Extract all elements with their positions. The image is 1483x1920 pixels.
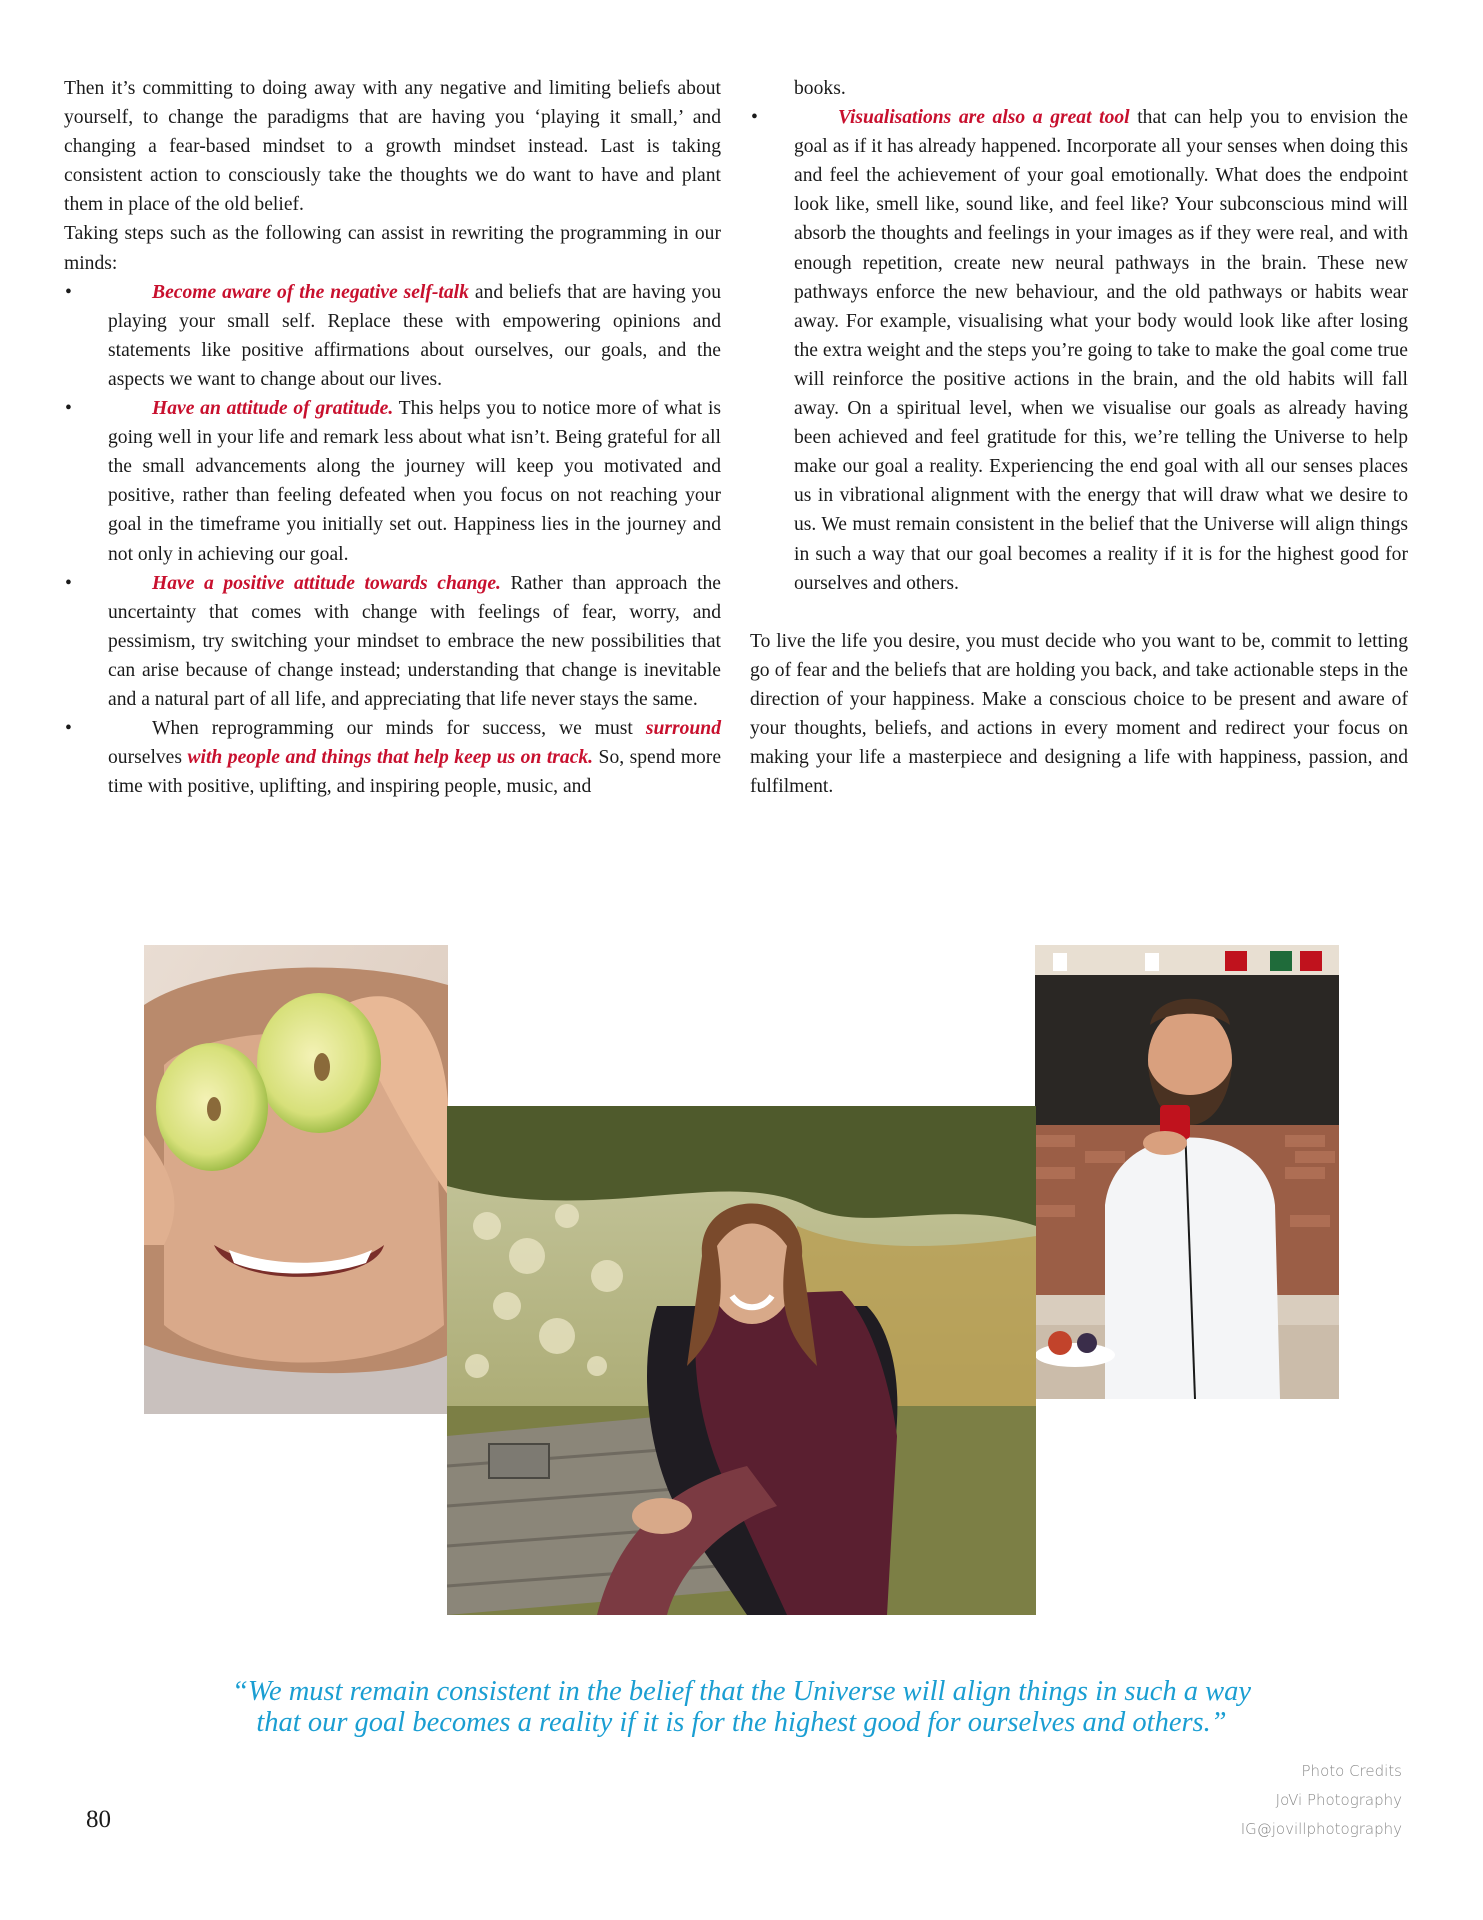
- bullet-highlight: Have an attitude of gratitude.: [152, 398, 394, 420]
- continuation-text: books.: [794, 78, 846, 99]
- bullet-text: When reprogramming our minds for success, we must: [152, 718, 646, 740]
- photo-woman-with-apples: [144, 945, 448, 1414]
- credits-handle: IG@jovillphotography: [1240, 1820, 1402, 1838]
- bullet-text: ourselves: [108, 747, 188, 769]
- bullet-text: This helps you to notice more of what is going well in your life and remark less about what isn’t. Being grateful for all the small advancements along the journey will keep you motivated and positive, rather than feeling defeated when you focus on not reaching your goal in the timeframe you initially set out. Happiness lies in the journey and not only in achieving our goal.: [108, 398, 722, 565]
- left-column: [64, 74, 721, 801]
- pull-quote-line-2: that our goal becomes a reality if it is for the highest good for ourselves and others.”: [256, 1707, 1227, 1738]
- credits-name: JoVi Photography: [1275, 1791, 1402, 1809]
- bullet-highlight: with people and things that help keep us on track.: [187, 747, 594, 769]
- photo-woman-on-bench-image: [447, 1106, 1036, 1615]
- bullet-highlight: Visualisations are also a great tool: [838, 107, 1130, 129]
- paragraph-gap: [750, 598, 1408, 627]
- bullet-highlight: Become aware of the negative self-talk: [152, 281, 469, 303]
- closing-paragraph: To live the life you desire, you must decide who you want to be, commit to letting go of fear and the beliefs that are holding you back, and take actionable steps in the direction of your happiness. Make a conscious choice to be present and aware of your thoughts, beliefs, and actions in every moment and redirect your focus on making your life a masterpiece and designing a life with happiness, passion, and fulfilment.: [750, 630, 1408, 798]
- visualisation-list: [750, 103, 1408, 598]
- bullet-highlight: surround: [645, 718, 721, 740]
- pull-quote: [150, 1676, 1333, 1738]
- intro-paragraph: Then it’s committing to doing away with any negative and limiting beliefs about yourself, to change the paradigms that are having you ‘playing it small,’ and changing a fear-based mindset to a growth mindset instead. Last is taking consistent action to consciously take the thoughts we do want to have and plant them in place of the old belief.: [64, 78, 721, 216]
- steps-list: [64, 278, 721, 802]
- bullet-highlight: Have a positive attitude towards change.: [152, 572, 501, 594]
- list-item: [64, 569, 721, 714]
- bullet-text: and beliefs that are having you playing your small self. Replace these with empowering opinions and statements like positive affirmations about ourselves, our goals, and the aspects we want to change about our lives.: [108, 281, 721, 390]
- page-number: 80: [86, 1806, 111, 1833]
- photo-woman-with-apples-image: [144, 945, 448, 1414]
- right-column: [750, 74, 1408, 801]
- photo-man-with-mug-image: [1035, 945, 1339, 1399]
- list-item: [750, 103, 1408, 598]
- photo-credits: [1241, 1757, 1402, 1844]
- bullet-text: So, spend more time with positive, uplifting, and inspiring people, music, and: [108, 747, 722, 798]
- credits-heading: Photo Credits: [1301, 1762, 1402, 1780]
- photo-man-with-mug: [1035, 945, 1339, 1399]
- list-item: [64, 714, 721, 801]
- bullet-text: Rather than approach the uncertainty that comes with change with feelings of fear, worry, and pessimism, try switching your mindset to embrace the new possibilities that can arise because of change instead; understanding that change is inevitable and a natural part of all life, and appreciating that life never stays the same.: [108, 572, 722, 710]
- list-item: [64, 278, 721, 394]
- steps-intro-paragraph: Taking steps such as the following can assist in rewriting the programming in our minds:: [64, 223, 721, 274]
- bullet-text: that can help you to envision the goal as if it has already happened. Incorporate all your senses when doing this and feel the achievement of your goal emotionally. What does the endpoint look like, smell like, sound like, and feel like? Your subconscious mind will absorb the thoughts and feelings in your images as if they were real, and with enough repetition, create new neural pathways in the brain. These new pathways enforce the new behaviour, and the old pathways or habits wear away. For example, visualising what your body would look like after losing the extra weight and the steps you’re going to take to make the goal come true will reinforce the positive actions in the brain, and the old habits will fall away. On a spiritual level, when we visualise our goals as already having been achieved and feel gratitude for this, we’re telling the Universe to help make our goal a reality. Experiencing the end goal with all our senses places us in vibrational alignment with the energy that will draw what we desire to us. We must remain consistent in the belief that the Universe will align things in such a way that our goal becomes a reality if it is for the highest good for ourselves and others.: [794, 107, 1408, 594]
- list-item: [64, 394, 721, 569]
- pull-quote-line-1: “We must remain consistent in the belief that the Universe will align things in such a way: [231, 1676, 1252, 1707]
- photo-woman-on-bench: [447, 1106, 1036, 1615]
